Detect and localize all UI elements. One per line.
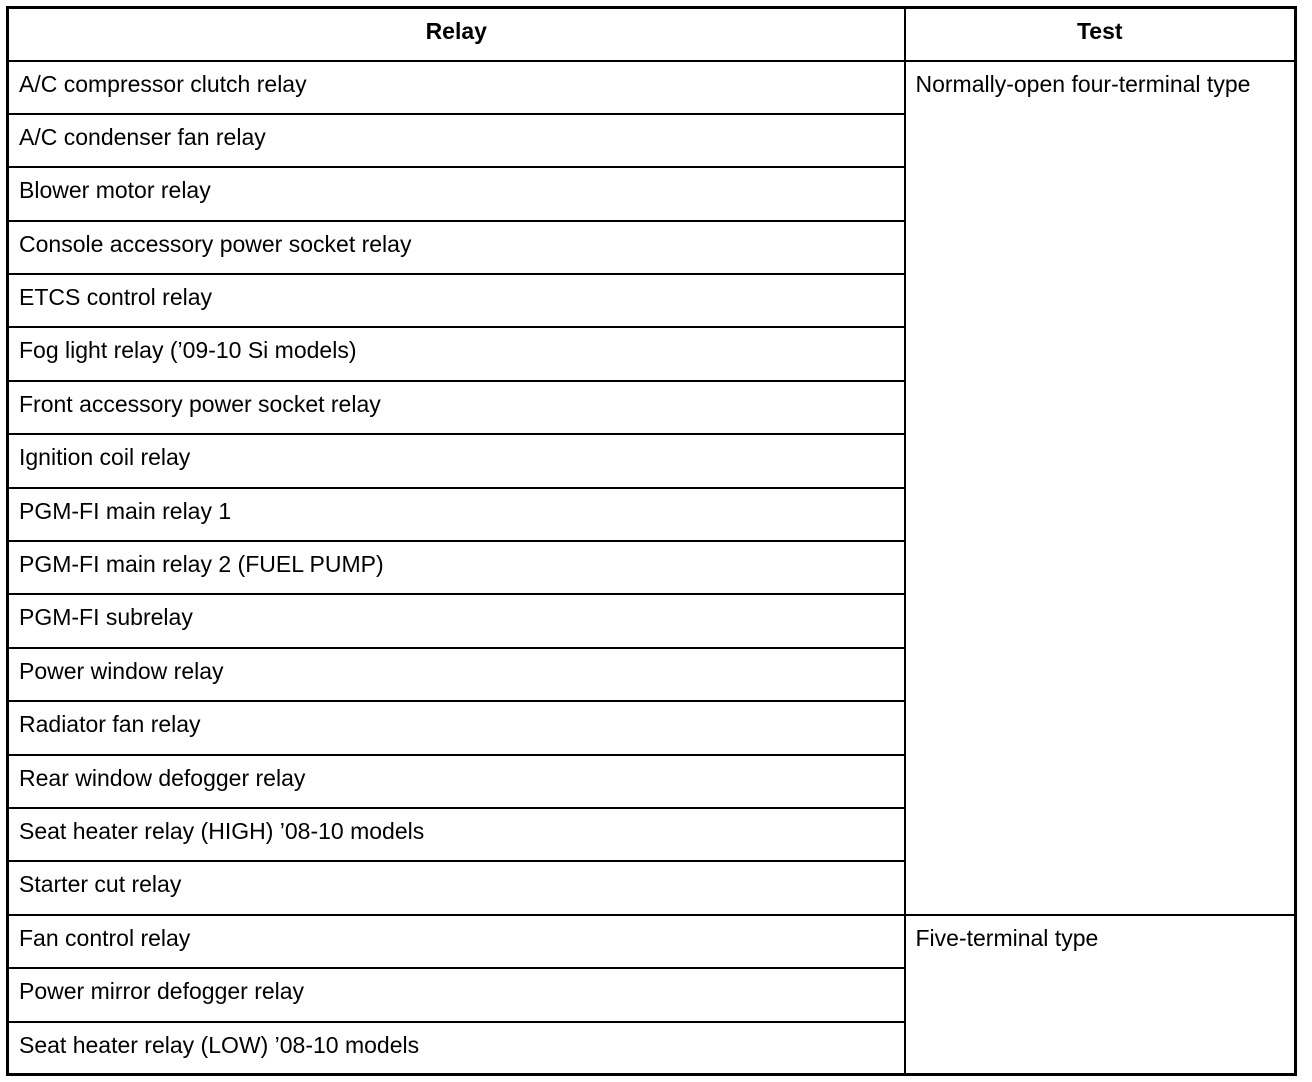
relay-cell: Seat heater relay (HIGH) ’08-10 models	[8, 808, 905, 861]
relay-cell: Radiator fan relay	[8, 701, 905, 754]
relay-cell: Starter cut relay	[8, 861, 905, 914]
relay-cell: PGM-FI main relay 1	[8, 488, 905, 541]
relay-cell: A/C compressor clutch relay	[8, 61, 905, 114]
relay-test-table	[6, 6, 1297, 1076]
table-row	[8, 915, 1296, 968]
relay-cell: Power mirror defogger relay	[8, 968, 905, 1021]
relay-cell: A/C condenser fan relay	[8, 114, 905, 167]
relay-cell: Front accessory power socket relay	[8, 381, 905, 434]
relay-cell: Rear window defogger relay	[8, 755, 905, 808]
table-row	[8, 61, 1296, 114]
relay-cell: Power window relay	[8, 648, 905, 701]
relay-cell: Fog light relay (’09-10 Si models)	[8, 327, 905, 380]
test-cell-four-terminal: Normally-open four-terminal type	[905, 61, 1296, 915]
header-test: Test	[905, 8, 1296, 61]
relay-cell: Console accessory power socket relay	[8, 221, 905, 274]
relay-cell: PGM-FI main relay 2 (FUEL PUMP)	[8, 541, 905, 594]
relay-cell: ETCS control relay	[8, 274, 905, 327]
relay-cell: Ignition coil relay	[8, 434, 905, 487]
table-body	[8, 61, 1296, 1075]
header-relay: Relay	[8, 8, 905, 61]
header-row	[8, 8, 1296, 61]
relay-cell: Blower motor relay	[8, 167, 905, 220]
test-cell-five-terminal: Five-terminal type	[905, 915, 1296, 1075]
relay-cell: PGM-FI subrelay	[8, 594, 905, 647]
relay-cell: Seat heater relay (LOW) ’08-10 models	[8, 1022, 905, 1075]
relay-cell: Fan control relay	[8, 915, 905, 968]
